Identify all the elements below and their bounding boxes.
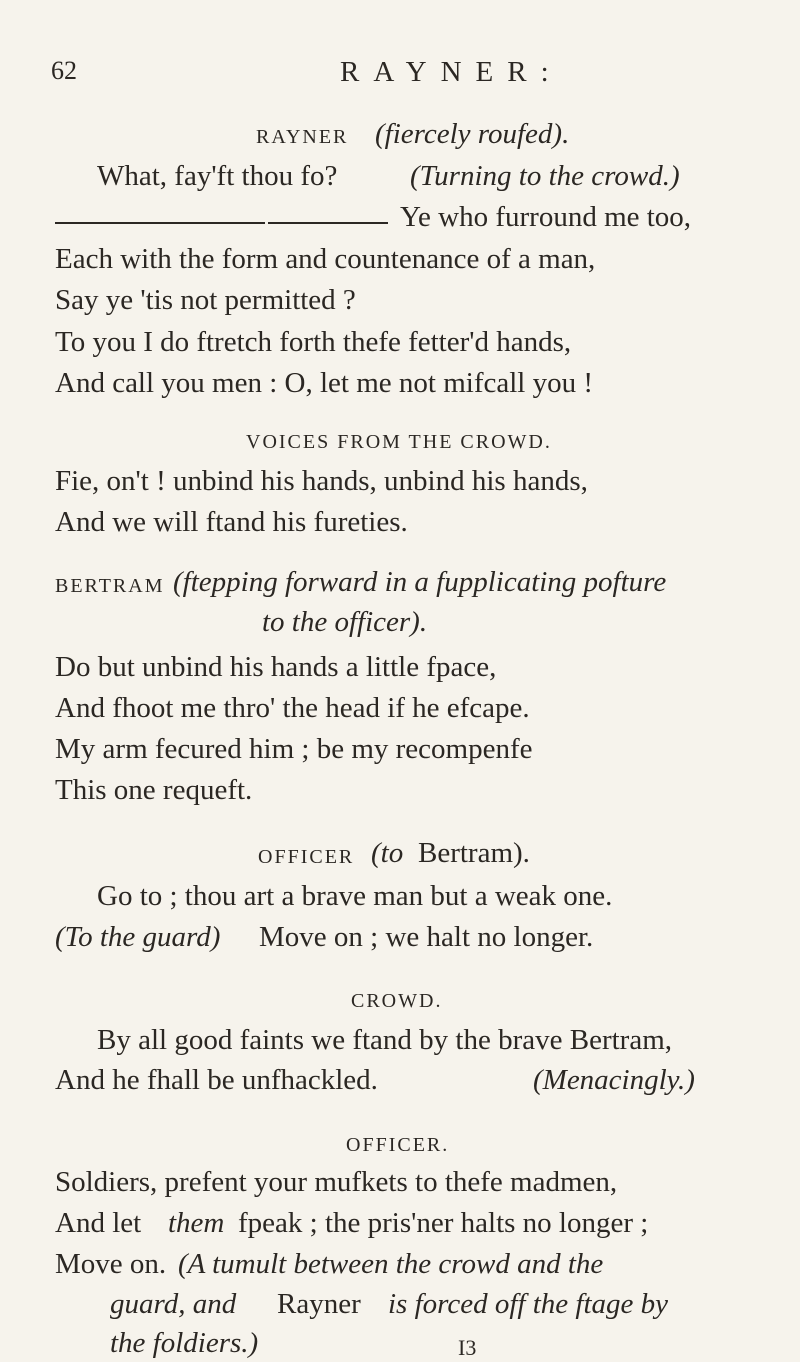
stage-direction: (fiercely roufed). [375, 118, 570, 150]
verse-line: And we will ftand his fureties. [55, 506, 408, 538]
stage-direction-name: Bertram). [418, 837, 530, 869]
verse-line: Go to ; thou art a brave man but a weak one. [97, 880, 613, 912]
verse-line: My arm fecured him ; be my recompenfe [55, 733, 533, 765]
stage-direction-name: Rayner [277, 1288, 361, 1320]
stage-direction: (to [371, 837, 404, 869]
verse-line: Fie, on't ! unbind his hands, unbind his hands, [55, 465, 588, 497]
speaker-officer: OFFICER [258, 846, 355, 868]
verse-line: Move on ; we halt no longer. [259, 921, 594, 953]
speaker-rayner: RAYNER [256, 126, 349, 148]
dash-rule [55, 222, 265, 224]
stage-direction: to the officer). [262, 606, 428, 638]
verse-line: And let [55, 1207, 142, 1239]
stage-direction: (ftepping forward in a fupplicating pofture [173, 566, 667, 598]
verse-line: And call you men : O, let me not mifcall you ! [55, 367, 593, 399]
verse-line: To you I do ftretch forth thefe fetter'd hands, [55, 326, 572, 358]
verse-line: fpeak ; the pris'ner halts no longer ; [238, 1207, 649, 1239]
verse-line: And fhoot me thro' the head if he efcape. [55, 692, 530, 724]
verse-line: This one requeft. [55, 774, 253, 806]
signature-mark: I3 [458, 1335, 477, 1360]
stage-direction: (Menacingly.) [533, 1064, 695, 1096]
verse-line: Each with the form and countenance of a man, [55, 243, 596, 275]
verse-line: Do but unbind his hands a little fpace, [55, 651, 497, 683]
page-number: 62 [51, 56, 77, 85]
speaker-officer: OFFICER. [346, 1134, 450, 1156]
verse-line: What, fay'ft thou fo? [97, 160, 338, 192]
speaker-bertram: BERTRAM [55, 575, 165, 597]
running-title: RAYNER: [340, 56, 563, 88]
verse-line: Say ye 'tis not permitted ? [55, 284, 356, 316]
speaker-voices: VOICES FROM THE CROWD. [246, 431, 552, 453]
verse-line: Soldiers, prefent your mufkets to thefe madmen, [55, 1166, 618, 1198]
stage-direction: is forced off the ftage by [388, 1288, 669, 1320]
stage-direction: (Turning to the crowd.) [410, 160, 680, 192]
dash-rule [268, 222, 388, 224]
verse-line: Move on. [55, 1248, 167, 1280]
verse-line: Ye who furround me too, [400, 201, 692, 233]
stage-direction: (A tumult between the crowd and the [178, 1248, 604, 1280]
stage-direction: (To the guard) [55, 921, 221, 953]
stage-direction: guard, and [110, 1288, 237, 1320]
stage-direction: the foldiers.) [110, 1327, 259, 1359]
verse-line: And he fhall be unfhackled. [55, 1064, 378, 1096]
verse-line-emphasis: them [168, 1207, 225, 1239]
speaker-crowd: CROWD. [351, 990, 443, 1012]
verse-line: By all good faints we ftand by the brave Bertram, [97, 1024, 673, 1056]
